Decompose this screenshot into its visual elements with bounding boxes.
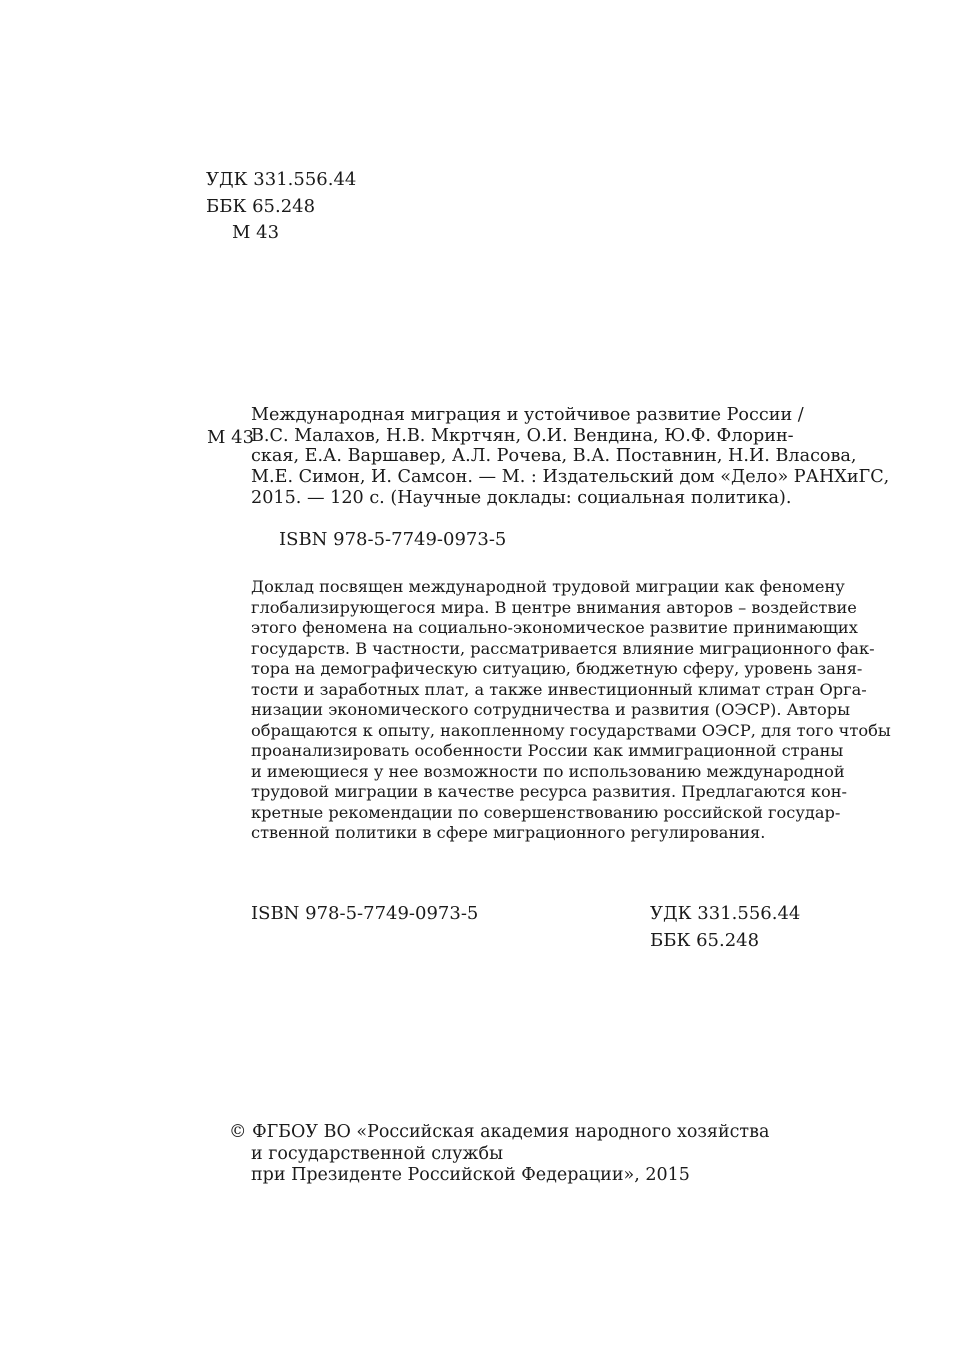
udk-code-top: УДК 331.556.44	[206, 169, 357, 190]
abstract-line: кретные рекомендации по совершенствованию российской государ-	[251, 802, 841, 822]
isbn-record: ISBN 978-5-7749-0973-5	[279, 529, 507, 550]
abstract-line-part: проанализировать особенности России как иммиграционной страны	[251, 741, 844, 760]
udk-code-bottom: УДК 331.556.44	[650, 903, 801, 924]
abstract-line: трудовой миграции в качестве ресурса развития. Предлагаются кон-	[251, 782, 847, 801]
bib-line: 2015. — 120 с. (Научные доклады: социальная политика).	[251, 487, 792, 508]
bib-line: В.С. Малахов, Н.В. Мкртчян, О.И. Вендина, Ю.Ф. Флорин-	[251, 425, 794, 446]
bib-line: ская, Е.А. Варшавер, А.Л. Рочева, В.А. Поставнин, Н.И. Власова,	[251, 446, 857, 467]
author-mark-side: М 43	[207, 427, 255, 448]
copyright-line-1: © ФГБОУ ВО «Российская академия народного хозяйства	[229, 1122, 770, 1142]
abstract-line: низации экономического сотрудничества и развития (ОЭСР). Авторы	[251, 700, 850, 719]
abstract-line: Доклад посвящен международной трудовой миграции как феномену	[251, 577, 845, 596]
abstract-line: тости и заработных плат, а также инвестиционный климат стран Орга-	[251, 679, 867, 699]
isbn-bottom: ISBN 978-5-7749-0973-5	[251, 903, 479, 924]
abstract-line: государств. В частности, рассматривается влияние миграционного фак-	[251, 638, 875, 658]
abstract-line: глобализирующегося мира. В центре внимания авторов – воздействие	[251, 597, 857, 617]
abstract-line-part: обращаются к опыту, накопленному государствами ОЭСР, для того чтобы	[251, 720, 891, 740]
abstract-line: тора на демографическую ситуацию, бюджетную сферу, уровень заня-	[251, 659, 863, 678]
bib-line: Международная миграция и устойчивое развитие России /	[251, 405, 804, 425]
abstract-line: ственной политики в сфере миграционного регулирования.	[251, 823, 766, 842]
bbk-code-top: ББК 65.248	[206, 196, 316, 217]
bib-line: М.Е. Симон, И. Самсон. — М. : Издательский дом «Дело» РАНХиГС,	[251, 467, 890, 488]
bbk-code-bottom: ББК 65.248	[650, 930, 760, 951]
abstract-line: этого феномена на социально-экономическое развитие принимающих	[251, 618, 858, 637]
copyright-line-3: при Президенте Российской Федерации», 2015	[251, 1165, 690, 1185]
copyright-line-2: и государственной службы	[251, 1144, 503, 1164]
abstract	[251, 577, 891, 844]
author-mark-top: М 43	[232, 222, 280, 243]
abstract-line	[251, 720, 891, 762]
abstract-line: и имеющиеся у нее возможности по использованию международной	[251, 761, 845, 781]
bibliographic-record	[251, 405, 890, 509]
